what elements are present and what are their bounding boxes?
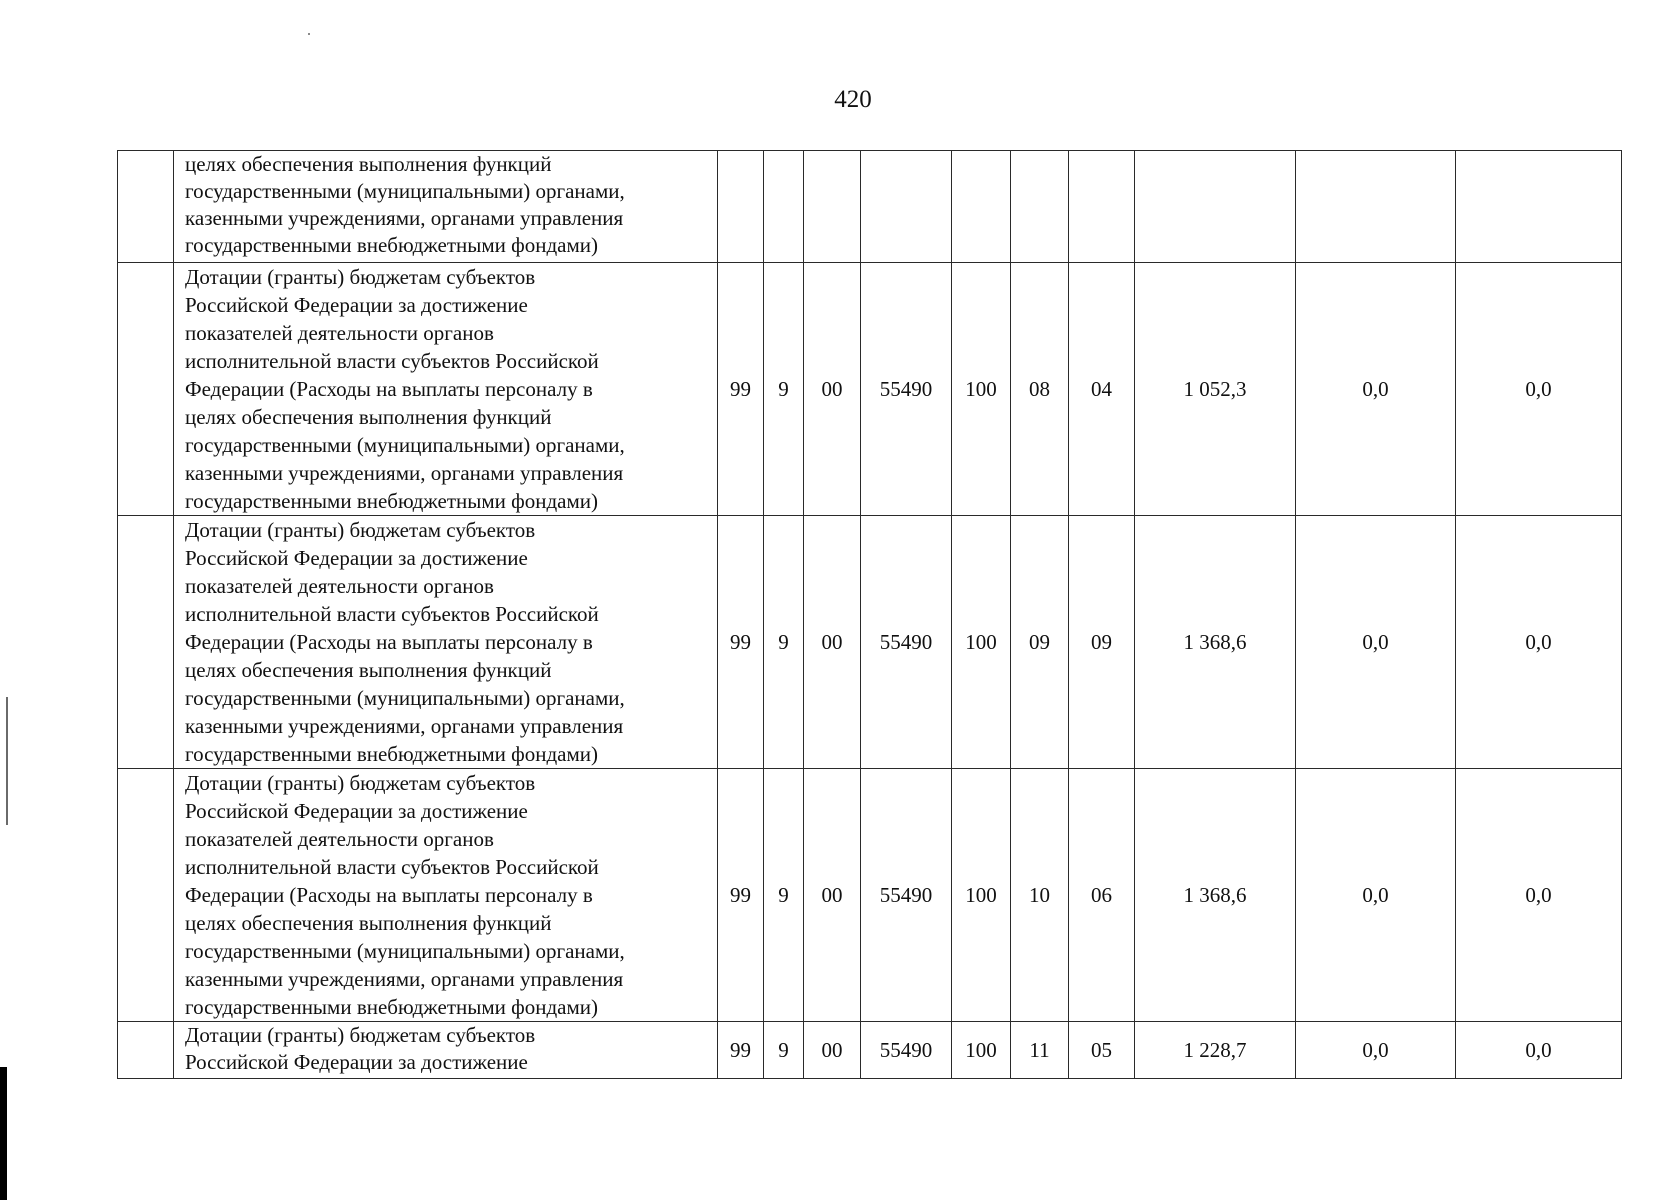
row-number-cell xyxy=(118,263,174,516)
code-cell: 00 xyxy=(804,769,861,1022)
amount-cell: 1 228,7 xyxy=(1135,1022,1296,1079)
code-cell: 100 xyxy=(952,769,1011,1022)
table-row xyxy=(118,151,1622,263)
code-cell: 99 xyxy=(718,1022,764,1079)
scan-edge-mark xyxy=(6,697,8,825)
amount-cell: 0,0 xyxy=(1296,769,1456,1022)
table-row xyxy=(118,516,1622,769)
code-cell: 9 xyxy=(764,769,804,1022)
amount-cell: 0,0 xyxy=(1456,769,1622,1022)
code-cell xyxy=(1011,151,1069,263)
description-cell: Дотации (гранты) бюджетам субъектов Российской Федерации за достижение xyxy=(174,1022,718,1079)
code-cell: 100 xyxy=(952,1022,1011,1079)
code-cell: 00 xyxy=(804,516,861,769)
code-cell: 11 xyxy=(1011,1022,1069,1079)
code-cell: 00 xyxy=(804,263,861,516)
row-number-cell xyxy=(118,516,174,769)
code-cell: 9 xyxy=(764,1022,804,1079)
code-cell: 55490 xyxy=(861,769,952,1022)
description-cell: Дотации (гранты) бюджетам субъектов Российской Федерации за достижение показателей деятельности органов исполнительной власти субъектов Российской Федерации (Расходы на выплаты персоналу в целях обеспечения выполнения функций государственными (муниципальными) органами, казенными учреждениями, органами управления государственными внебюджетными фондами) xyxy=(174,516,718,769)
amount-cell: 0,0 xyxy=(1296,1022,1456,1079)
amount-cell: 0,0 xyxy=(1296,263,1456,516)
code-cell: 04 xyxy=(1069,263,1135,516)
amount-cell xyxy=(1135,151,1296,263)
code-cell xyxy=(804,151,861,263)
code-cell xyxy=(764,151,804,263)
amount-cell: 1 052,3 xyxy=(1135,263,1296,516)
amount-cell xyxy=(1456,151,1622,263)
code-cell: 100 xyxy=(952,516,1011,769)
code-cell: 99 xyxy=(718,769,764,1022)
code-cell xyxy=(718,151,764,263)
code-cell: 08 xyxy=(1011,263,1069,516)
description-cell: Дотации (гранты) бюджетам субъектов Российской Федерации за достижение показателей деятельности органов исполнительной власти субъектов Российской Федерации (Расходы на выплаты персоналу в целях обеспечения выполнения функций государственными (муниципальными) органами, казенными учреждениями, органами управления государственными внебюджетными фондами) xyxy=(174,263,718,516)
code-cell xyxy=(952,151,1011,263)
code-cell: 9 xyxy=(764,263,804,516)
code-cell xyxy=(1069,151,1135,263)
code-cell: 10 xyxy=(1011,769,1069,1022)
scan-edge-bar xyxy=(0,1067,7,1200)
row-number-cell xyxy=(118,151,174,263)
code-cell: 06 xyxy=(1069,769,1135,1022)
table-row xyxy=(118,769,1622,1022)
amount-cell: 0,0 xyxy=(1296,516,1456,769)
code-cell: 100 xyxy=(952,263,1011,516)
scan-speck xyxy=(308,33,310,35)
budget-table xyxy=(117,150,1622,1079)
code-cell: 55490 xyxy=(861,516,952,769)
table-row xyxy=(118,263,1622,516)
amount-cell: 0,0 xyxy=(1456,263,1622,516)
amount-cell: 0,0 xyxy=(1456,516,1622,769)
page-number: 420 xyxy=(834,86,872,113)
code-cell: 55490 xyxy=(861,1022,952,1079)
table-row xyxy=(118,1022,1622,1079)
row-number-cell xyxy=(118,1022,174,1079)
amount-cell: 0,0 xyxy=(1456,1022,1622,1079)
code-cell: 09 xyxy=(1069,516,1135,769)
amount-cell: 1 368,6 xyxy=(1135,769,1296,1022)
code-cell: 00 xyxy=(804,1022,861,1079)
code-cell: 9 xyxy=(764,516,804,769)
code-cell: 99 xyxy=(718,263,764,516)
code-cell: 09 xyxy=(1011,516,1069,769)
amount-cell xyxy=(1296,151,1456,263)
amount-cell: 1 368,6 xyxy=(1135,516,1296,769)
code-cell: 05 xyxy=(1069,1022,1135,1079)
row-number-cell xyxy=(118,769,174,1022)
description-cell: Дотации (гранты) бюджетам субъектов Российской Федерации за достижение показателей деятельности органов исполнительной власти субъектов Российской Федерации (Расходы на выплаты персоналу в целях обеспечения выполнения функций государственными (муниципальными) органами, казенными учреждениями, органами управления государственными внебюджетными фондами) xyxy=(174,769,718,1022)
code-cell xyxy=(861,151,952,263)
code-cell: 55490 xyxy=(861,263,952,516)
description-cell: целях обеспечения выполнения функций государственными (муниципальными) органами, казенными учреждениями, органами управления государственными внебюджетными фондами) xyxy=(174,151,718,263)
code-cell: 99 xyxy=(718,516,764,769)
